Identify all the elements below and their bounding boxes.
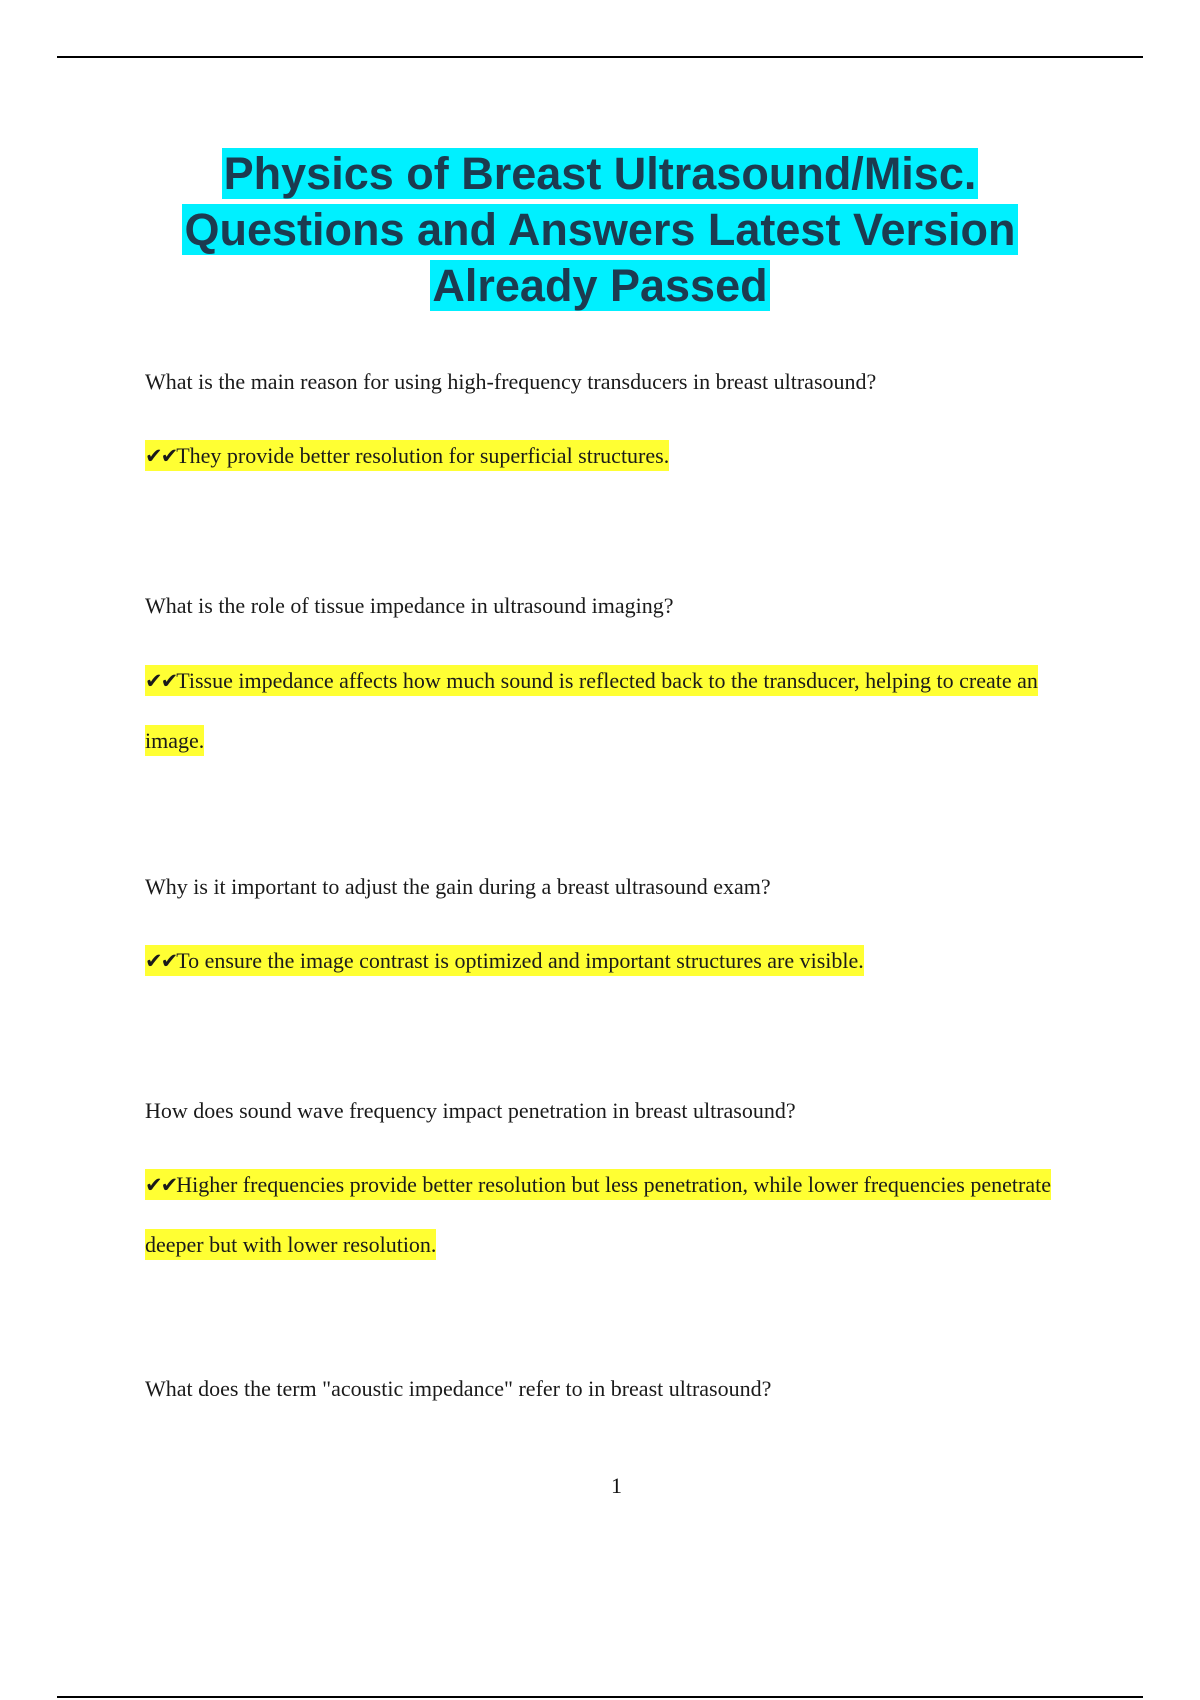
question-2: What is the role of tissue impedance in ultrasound imaging? bbox=[145, 593, 674, 618]
check-icon: ✔✔ bbox=[145, 949, 177, 973]
question-3: Why is it important to adjust the gain during a breast ultrasound exam? bbox=[145, 874, 771, 899]
top-rule bbox=[57, 56, 1143, 58]
check-icon: ✔✔ bbox=[145, 1173, 177, 1197]
title-line-2: Questions and Answers Latest Version bbox=[184, 204, 1016, 255]
question-1: What is the main reason for using high-frequency transducers in breast ultrasound? bbox=[145, 369, 877, 394]
answer-1 bbox=[145, 426, 1065, 486]
page-number: 1 bbox=[611, 1473, 622, 1498]
answer-4 bbox=[145, 1155, 1065, 1275]
answer-2-text: Tissue impedance affects how much sound is reflected back to the transducer, helping to create an image. bbox=[145, 668, 1038, 753]
question-5: What does the term "acoustic impedance" refer to in breast ultrasound? bbox=[145, 1376, 772, 1401]
answer-3 bbox=[145, 931, 1065, 991]
question-4: How does sound wave frequency impact penetration in breast ultrasound? bbox=[145, 1098, 796, 1123]
answer-4-text: Higher frequencies provide better resolution but less penetration, while lower frequencies penetrate deeper but with lower resolution. bbox=[145, 1172, 1051, 1257]
check-icon: ✔✔ bbox=[145, 669, 177, 693]
bottom-rule bbox=[57, 1696, 1143, 1698]
answer-1-text: They provide better resolution for superficial structures. bbox=[176, 443, 670, 468]
answer-2 bbox=[145, 651, 1065, 771]
document-title bbox=[100, 146, 1100, 314]
title-line-3: Already Passed bbox=[432, 260, 768, 311]
title-line-1: Physics of Breast Ultrasound/Misc. bbox=[223, 148, 977, 199]
answer-3-text: To ensure the image contrast is optimized and important structures are visible. bbox=[176, 948, 864, 973]
check-icon: ✔✔ bbox=[145, 444, 177, 468]
